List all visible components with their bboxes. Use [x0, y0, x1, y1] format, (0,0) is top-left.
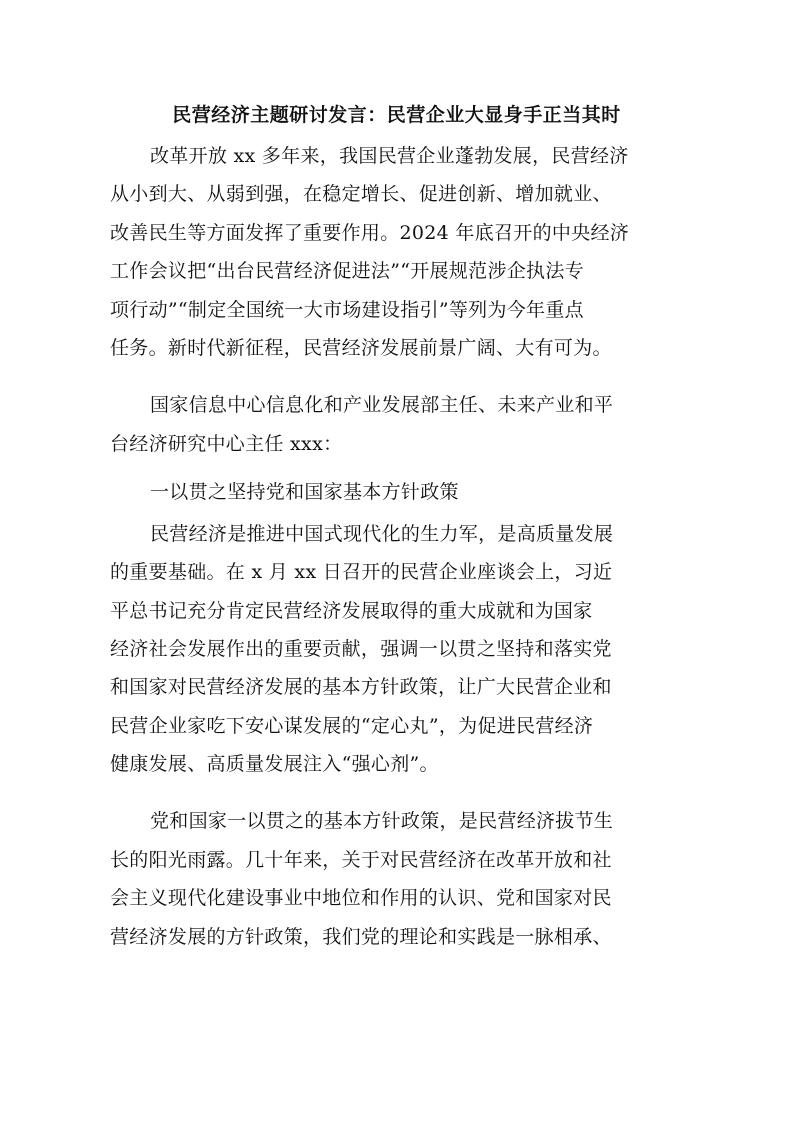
paragraph-line: 任务。新时代新征程，民营经济发展前景广阔、大有可为。	[110, 337, 612, 359]
paragraph-line: 项行动”“制定全国统一大市场建设指引”等列为今年重点	[110, 299, 584, 321]
paragraph-line: 台经济研究中心主任 xxx：	[110, 433, 343, 455]
paragraph-line: 健康发展、高质量发展注入“强心剂”。	[110, 753, 439, 775]
paragraph-line: 经济社会发展作出的重要贡献，强调一以贯之坚持和落实党	[110, 638, 612, 660]
paragraph-line: 工作会议把“出台民营经济促进法”“开展规范涉企执法专	[110, 260, 584, 282]
section-heading: 一以贯之坚持党和国家基本方针政策	[150, 481, 459, 503]
paragraph-line: 会主义现代化建设事业中地位和作用的认识、党和国家对民	[110, 887, 612, 909]
paragraph-line: 和国家对民营经济发展的基本方针政策，让广大民营企业和	[110, 676, 612, 698]
paragraph-line: 平总书记充分肯定民营经济发展取得的重大成就和为国家	[110, 600, 593, 622]
paragraph-line: 改革开放 xx 多年来，我国民营企业蓬勃发展，民营经济	[150, 145, 629, 167]
paragraph-line: 从小到大、从弱到强，在稳定增长、促进创新、增加就业、	[110, 183, 612, 205]
paragraph-line: 的重要基础。在 x 月 xx 日召开的民营企业座谈会上，习近	[110, 561, 613, 583]
paragraph-line: 国家信息中心信息化和产业发展部主任、未来产业和平	[150, 394, 614, 416]
paragraph-line: 民营经济是推进中国式现代化的生力军，是高质量发展	[150, 523, 614, 545]
paragraph-line: 改善民生等方面发挥了重要作用。2024 年底召开的中央经济	[110, 222, 630, 244]
paragraph-line: 党和国家一以贯之的基本方针政策，是民营经济拔节生	[150, 810, 614, 832]
paragraph-line: 民营企业家吃下安心谋发展的“定心丸”，为促进民营经济	[110, 715, 594, 737]
document-title: 民营经济主题研讨发言：民营企业大显身手正当其时	[172, 104, 621, 126]
paragraph-line: 长的阳光雨露。几十年来，关于对民营经济在改革开放和社	[110, 849, 612, 871]
paragraph-line: 营经济发展的方针政策，我们党的理论和实践是一脉相承、	[110, 926, 612, 948]
